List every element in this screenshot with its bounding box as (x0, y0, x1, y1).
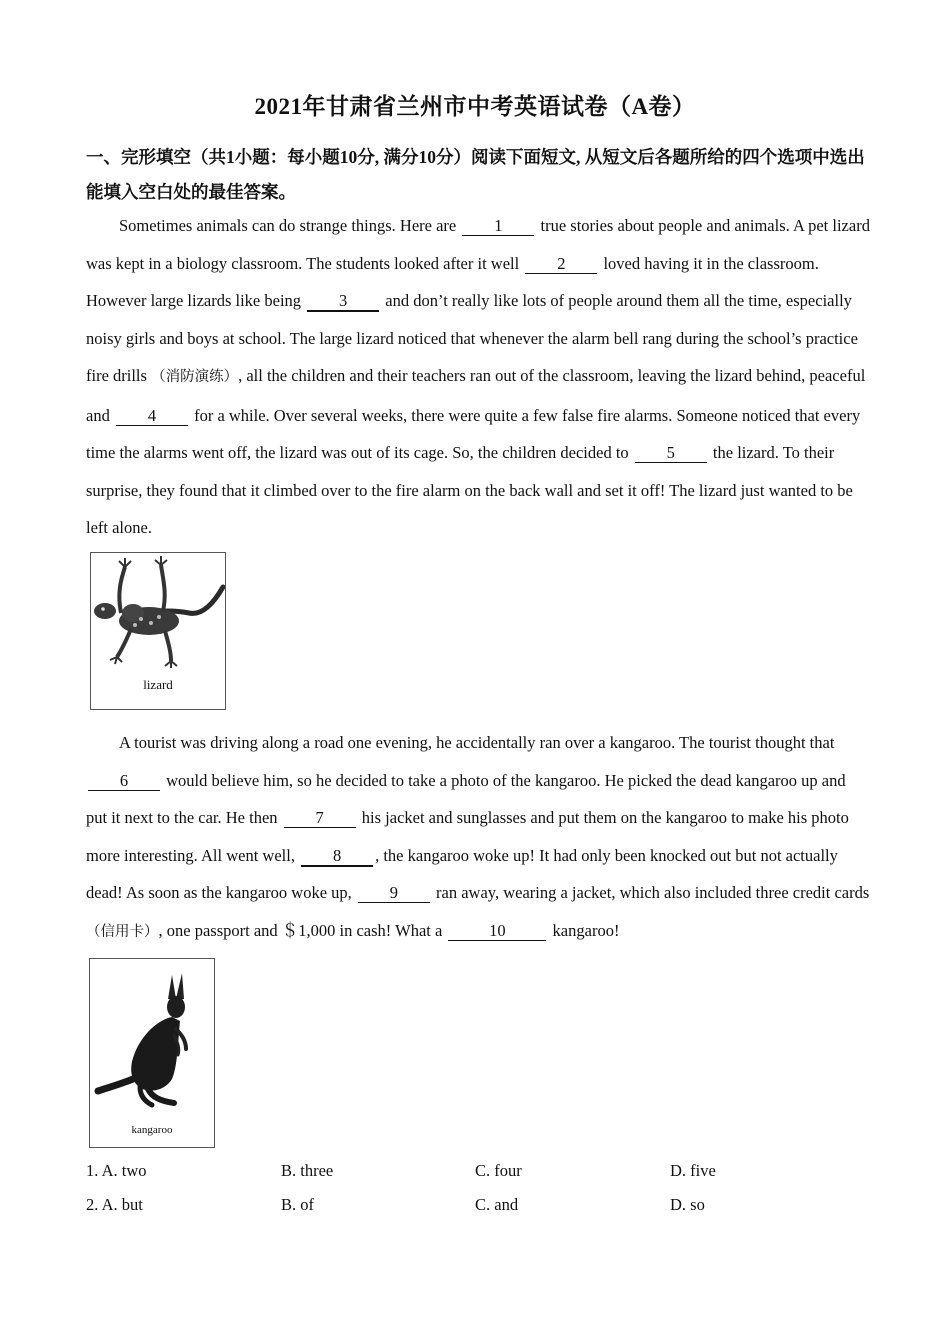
blank-1: 1 (462, 217, 534, 236)
passage-text: his jacket and sunglasses and put them on the kangaroo to make his photo more interesting. All went well, (86, 808, 849, 865)
passage-text: , one passport and ＄1,000 in cash! What a (158, 920, 447, 940)
options-row-2 (86, 1195, 886, 1219)
passage-text: , the kangaroo woke up! It had only been knocked out but not actually dead! As soon as the kangaroo woke up, (86, 845, 838, 902)
passage-text: the lizard. To their surprise, they found that it climbed over to the fire alarm on the back wall and set it off! The lizard just wanted to be left alone. (86, 443, 853, 537)
blank-6: 6 (88, 772, 160, 791)
passage-text: true stories about people and animals. A pet lizard was kept in a biology classroom. The students looked after it well (86, 216, 870, 273)
page-title: 2021年甘肃省兰州市中考英语试卷（A卷） (254, 94, 696, 119)
option-2-d: D. so (670, 1195, 705, 1214)
blank-3: 3 (307, 292, 379, 312)
passage-text: and don’t really like lots of people around them all the time, especially noisy girls and boys at school. The large lizard noticed that whenever the alarm bell rang during the school’s practice fire drills (86, 291, 858, 385)
lizard-figure (90, 552, 226, 710)
passage-text: ran away, wearing a jacket, which also included three credit cards (431, 883, 870, 902)
options-row-1 (86, 1161, 886, 1185)
kangaroo-caption: kangaroo (131, 1124, 173, 1136)
option-2-a: 2. A. but (86, 1195, 143, 1214)
blank-8: 8 (301, 847, 373, 867)
passage-text: would believe him, so he decided to take a photo of the kangaroo. He picked the dead kangaroo up and put it next to the car. He then (86, 770, 846, 827)
passage-text: for a while. Over several weeks, there were quite a few false fire alarms. Someone noticed that every time the alarms went off, the lizard was out of its cage. So, the children decided to (86, 405, 861, 462)
kangaroo-illustration (90, 959, 214, 1119)
passage-text: Sometimes animals can do strange things. Here are (119, 216, 461, 235)
option-1-d: D. five (670, 1161, 716, 1180)
chinese-gloss: （消防演练） (151, 369, 239, 385)
blank-2: 2 (525, 255, 597, 274)
blank-9: 9 (358, 884, 430, 903)
lizard-illustration (91, 553, 225, 683)
option-1-a: 1. A. two (86, 1161, 147, 1180)
blank-5: 5 (635, 444, 707, 463)
passage-text: loved having it in the classroom. However large lizards like being (86, 253, 819, 310)
blank-7: 7 (284, 809, 356, 828)
option-1-c: C. four (475, 1161, 522, 1180)
option-1-b: B. three (281, 1161, 334, 1180)
kangaroo-figure (89, 958, 215, 1148)
passage-lizard (86, 207, 870, 547)
passage-text: A tourist was driving along a road one evening, he accidentally ran over a kangaroo. The tourist thought that (119, 733, 835, 752)
chinese-gloss: （信用卡） (86, 923, 159, 940)
lizard-caption: lizard (143, 677, 173, 692)
option-2-b: B. of (281, 1195, 314, 1214)
passage-text: , all the children and their teachers ran out of the classroom, leaving the lizard behind, peaceful and (86, 366, 866, 425)
blank-10: 10 (448, 922, 546, 941)
option-2-c: C. and (475, 1195, 519, 1214)
passage-kangaroo (86, 724, 870, 951)
blank-4: 4 (116, 407, 188, 426)
section-heading: 一、完形填空（共1小题：每小题10分, 满分10分）阅读下面短文, 从短文后各题所给的四个选项中选出能填入空白处的最佳答案。 (86, 147, 865, 202)
passage-text: kangaroo! (548, 920, 620, 940)
